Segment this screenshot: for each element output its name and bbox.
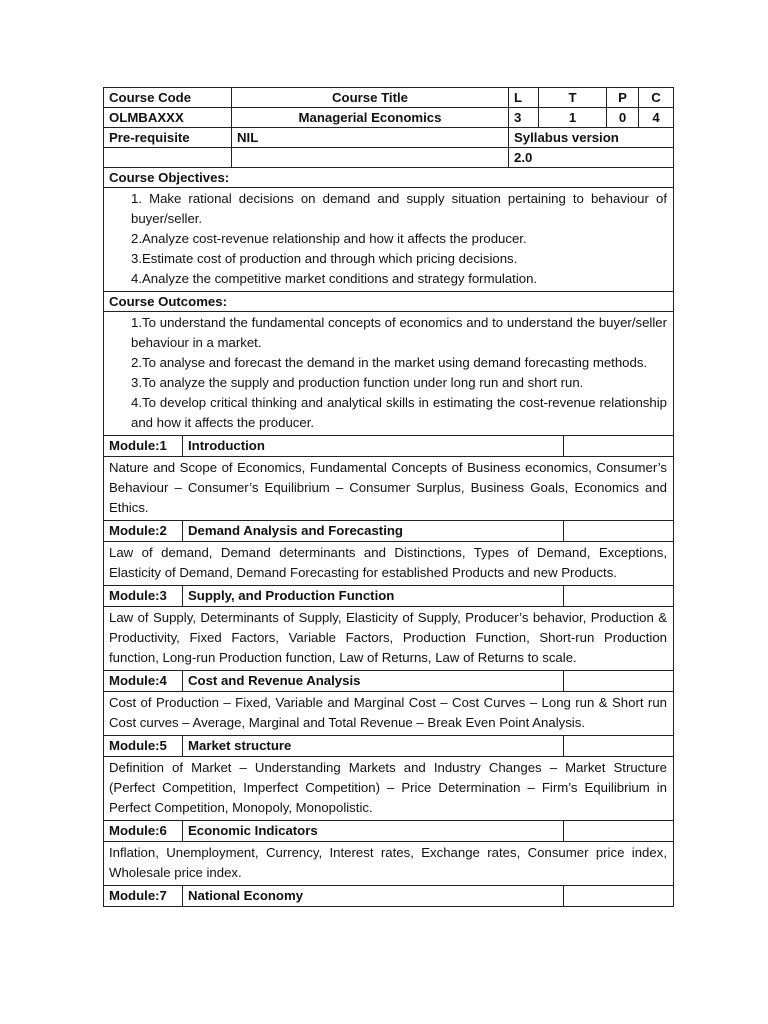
course-code: OLMBAXXX — [104, 108, 232, 127]
syllabus-version-label: Syllabus version — [514, 130, 619, 145]
empty-cell — [564, 671, 673, 691]
outcome-item: 2.To analyse and forecast the demand in the market using demand forecasting methods. — [131, 355, 648, 370]
course-code-header: Course Code — [104, 88, 232, 107]
module-content-row — [103, 692, 674, 736]
module-label: Module:7 — [104, 886, 183, 906]
empty-cell — [564, 436, 673, 456]
tutorial-hours: 1 — [539, 108, 607, 127]
empty-cell — [564, 736, 673, 756]
objectives-heading: Course Objectives: — [109, 170, 230, 185]
module-header-row — [103, 736, 674, 757]
outcomes-heading: Course Outcomes: — [109, 294, 227, 309]
module-title: Economic Indicators — [183, 821, 564, 841]
module-content: Law of Supply, Determinants of Supply, Elasticity of Supply, Producer’s behavior, Production & Productivity, Fixed Factors, Variable Factors, Production Function, Short-run Production function, Long-run Production function, Law of Returns, Law of Returns to scale. — [109, 610, 667, 665]
objective-item: 1. Make rational decisions on demand and supply situation pertaining to behaviour of buyer/seller. — [131, 191, 667, 226]
header-row — [103, 88, 674, 108]
module-header-row — [103, 821, 674, 842]
course-title: Managerial Economics — [232, 108, 509, 127]
module-header-row — [103, 436, 674, 457]
module-label: Module:3 — [104, 586, 183, 606]
syllabus-version: 2.0 — [514, 150, 533, 165]
module-content-row — [103, 607, 674, 671]
objectives-block — [103, 188, 674, 292]
credits: 4 — [652, 110, 660, 125]
course-row — [103, 108, 674, 128]
outcome-item: 3.To analyze the supply and production function under long run and short run. — [131, 375, 584, 390]
module-content-row — [103, 542, 674, 586]
module-header-row — [103, 671, 674, 692]
practical-header: P — [607, 88, 639, 107]
module-label: Module:5 — [104, 736, 183, 756]
outcomes-block — [103, 312, 674, 436]
module-content-row — [103, 842, 674, 886]
empty-cell — [104, 148, 232, 167]
module-header-row — [103, 586, 674, 607]
module-title: National Economy — [183, 886, 564, 906]
objective-item: 4.Analyze the competitive market conditions and strategy formulation. — [131, 271, 538, 286]
module-title: Introduction — [183, 436, 564, 456]
module-content: Nature and Scope of Economics, Fundamental Concepts of Business economics, Consumer’s Behaviour – Consumer’s Equilibrium – Consumer Surplus, Business Goals, Economics and Ethics. — [109, 460, 667, 515]
module-content: Inflation, Unemployment, Currency, Interest rates, Exchange rates, Consumer price index, Wholesale price index. — [109, 845, 667, 880]
module-content: Cost of Production – Fixed, Variable and Marginal Cost – Cost Curves – Long run & Short run Cost curves – Average, Marginal and Total Revenue – Break Even Point Analysis. — [109, 695, 667, 730]
module-title: Market structure — [183, 736, 564, 756]
syllabus-table — [103, 87, 674, 907]
empty-cell — [564, 521, 673, 541]
module-content: Definition of Market – Understanding Markets and Industry Changes – Market Structure (Perfect Competition, Imperfect Competition) – Price Determination – Firm’s Equilibrium in Perfect Competition, Monopoly, Monopolistic. — [109, 760, 667, 815]
prerequisite-label: Pre-requisite — [104, 128, 232, 147]
empty-cell — [564, 586, 673, 606]
prerequisite-row — [103, 128, 674, 148]
empty-cell — [232, 148, 509, 167]
practical-hours: 0 — [607, 108, 639, 127]
objective-item: 2.Analyze cost-revenue relationship and how it affects the producer. — [131, 231, 527, 246]
course-title-header: Course Title — [232, 88, 509, 107]
module-title: Supply, and Production Function — [183, 586, 564, 606]
module-label: Module:6 — [104, 821, 183, 841]
module-content-row — [103, 757, 674, 821]
module-label: Module:2 — [104, 521, 183, 541]
outcome-item: 4.To develop critical thinking and analytical skills in estimating the cost-revenue relationship and how it affects the producer. — [131, 395, 667, 430]
outcomes-heading-row — [103, 292, 674, 312]
module-content: Law of demand, Demand determinants and Distinctions, Types of Demand, Exceptions, Elasticity of Demand, Demand Forecasting for established Products and new Products. — [109, 545, 667, 580]
module-label: Module:1 — [104, 436, 183, 456]
module-title: Demand Analysis and Forecasting — [183, 521, 564, 541]
credits-header: C — [651, 90, 661, 105]
version-row — [103, 148, 674, 168]
module-header-row — [103, 886, 674, 907]
module-header-row — [103, 521, 674, 542]
objective-item: 3.Estimate cost of production and through which pricing decisions. — [131, 251, 518, 266]
module-content-row — [103, 457, 674, 521]
tutorial-header: T — [539, 88, 607, 107]
empty-cell — [564, 886, 673, 906]
lecture-header: L — [509, 88, 539, 107]
lecture-hours: 3 — [509, 108, 539, 127]
module-title: Cost and Revenue Analysis — [183, 671, 564, 691]
prerequisite-value: NIL — [232, 128, 509, 147]
outcome-item: 1.To understand the fundamental concepts of economics and to understand the buyer/seller behaviour in a market. — [131, 315, 667, 350]
module-label: Module:4 — [104, 671, 183, 691]
objectives-heading-row — [103, 168, 674, 188]
empty-cell — [564, 821, 673, 841]
